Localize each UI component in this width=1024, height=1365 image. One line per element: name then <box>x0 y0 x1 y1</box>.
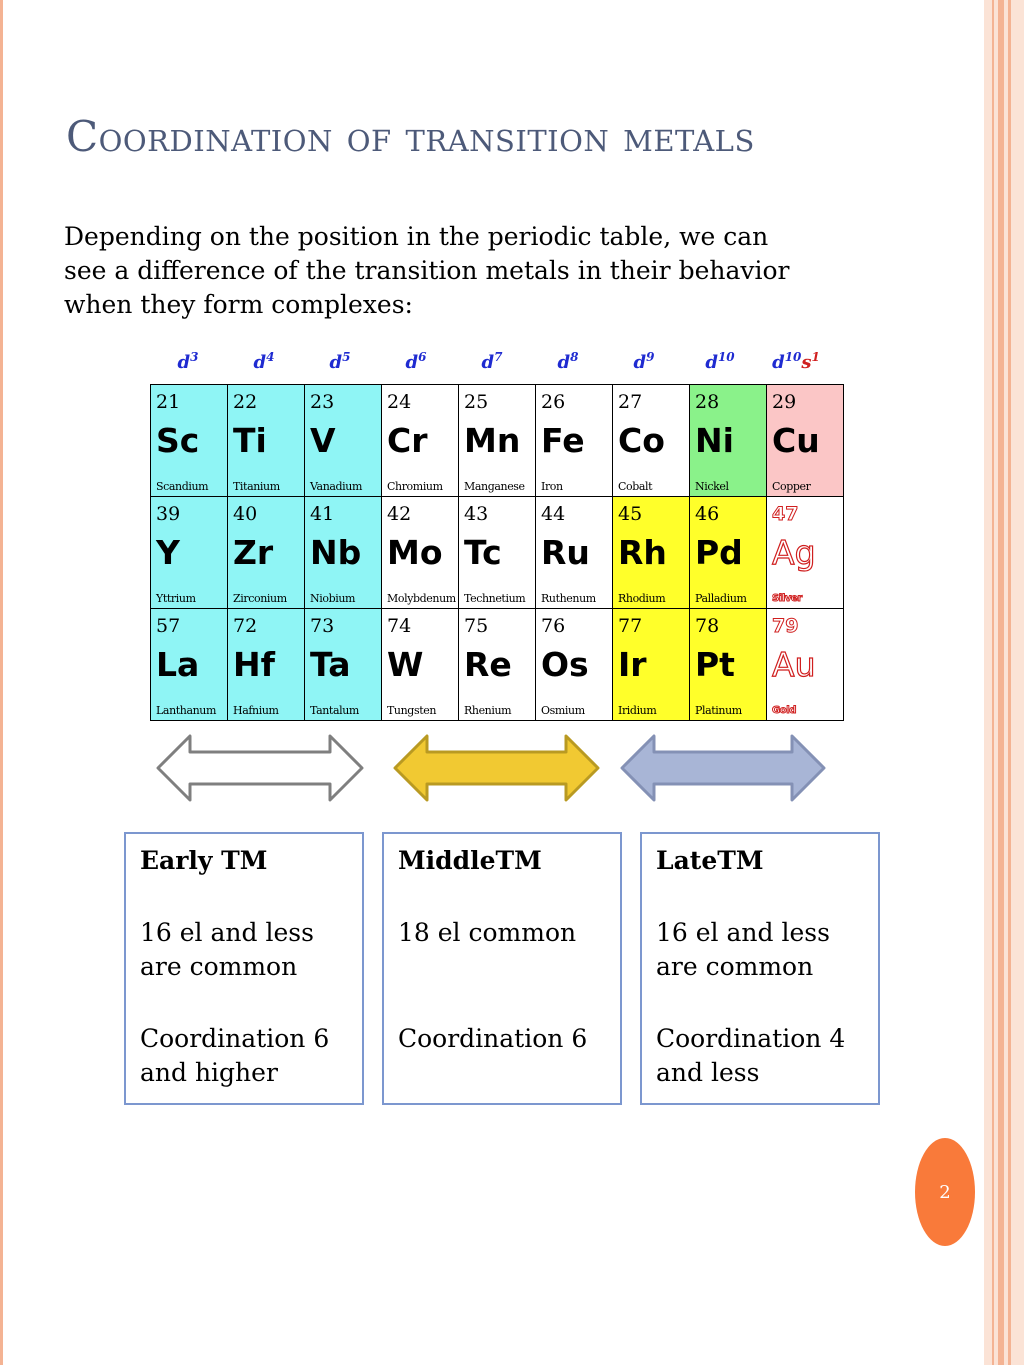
element-name: Palladium <box>695 592 747 605</box>
element-cell <box>151 385 228 497</box>
electron-count-text: 18 el common <box>398 918 577 947</box>
element-symbol: Cu <box>772 421 820 460</box>
element-symbol: Au <box>772 645 816 684</box>
element-name: Chromium <box>387 480 443 493</box>
early-tm-box <box>124 832 364 1105</box>
element-cell <box>536 609 613 721</box>
element-cell <box>382 609 459 721</box>
element-cell <box>459 497 536 609</box>
d-label: $d^5$ <box>329 350 351 373</box>
element-name: Iron <box>541 480 563 493</box>
coordination-text: Coordination 6 <box>398 1024 588 1053</box>
element-symbol: Ir <box>618 645 647 684</box>
electron-count-text: 16 el and less are common <box>656 918 830 981</box>
element-cell <box>690 385 767 497</box>
element-symbol: Rh <box>618 533 667 572</box>
atomic-number: 47 <box>772 503 799 525</box>
element-cell <box>767 385 844 497</box>
element-name: Iridium <box>618 704 657 717</box>
element-symbol: Nb <box>310 533 362 572</box>
atomic-number: 57 <box>156 615 181 637</box>
element-symbol: Cr <box>387 421 428 460</box>
element-symbol: Ag <box>772 533 816 572</box>
element-name: Technetium <box>464 592 526 605</box>
element-cell <box>613 497 690 609</box>
element-name: Ruthenum <box>541 592 596 605</box>
element-name: Silver <box>772 593 802 604</box>
element-symbol: Ni <box>695 421 734 460</box>
element-symbol: Fe <box>541 421 585 460</box>
atomic-number: 73 <box>310 615 335 637</box>
atomic-number: 78 <box>695 615 720 637</box>
intro-line: see a difference of the transition metals in their behavior <box>64 256 790 285</box>
element-cell <box>228 497 305 609</box>
element-cell <box>613 385 690 497</box>
element-symbol: Re <box>464 645 512 684</box>
middle-tm-box <box>382 832 622 1105</box>
middle-arrow-icon <box>395 736 598 800</box>
atomic-number: 29 <box>772 391 797 413</box>
atomic-number: 23 <box>310 391 335 413</box>
element-name: Zirconium <box>233 592 287 605</box>
atomic-number: 22 <box>233 391 258 413</box>
element-name: Titanium <box>233 480 280 493</box>
element-name: Niobium <box>310 592 356 605</box>
element-name: Rhodium <box>618 592 666 605</box>
element-cell <box>305 609 382 721</box>
element-symbol: Pd <box>695 533 743 572</box>
table-row <box>151 497 844 609</box>
page-number-badge: 2 <box>915 1138 975 1246</box>
element-cell <box>228 385 305 497</box>
atomic-number: 75 <box>464 615 489 637</box>
element-symbol: Sc <box>156 421 200 460</box>
box-title: MiddleTM <box>398 846 542 875</box>
element-name: Lanthanum <box>156 704 217 717</box>
slide-right-border <box>984 0 1024 1365</box>
element-cell <box>690 609 767 721</box>
element-name: Vanadium <box>310 480 363 493</box>
element-symbol: Tc <box>464 533 502 572</box>
element-symbol: Mo <box>387 533 443 572</box>
element-name: Rhenium <box>464 704 512 717</box>
electron-count-text: 16 el and less are common <box>140 918 314 981</box>
element-cell <box>382 497 459 609</box>
element-name: Tungsten <box>387 704 437 717</box>
atomic-number: 28 <box>695 391 720 413</box>
element-name: Molybdenum <box>387 592 456 605</box>
element-name: Scandium <box>156 480 209 493</box>
coordination-text: Coordination 6 and higher <box>140 1024 330 1087</box>
atomic-number: 72 <box>233 615 258 637</box>
element-cell <box>767 609 844 721</box>
table-row <box>151 609 844 721</box>
atomic-number: 21 <box>156 391 181 413</box>
atomic-number: 27 <box>618 391 643 413</box>
element-name: Tantalum <box>310 704 359 717</box>
element-symbol: Zr <box>233 533 274 572</box>
element-symbol: La <box>156 645 200 684</box>
element-name: Osmium <box>541 704 585 717</box>
coordination-text: Coordination 4 and less <box>656 1024 846 1087</box>
element-symbol: V <box>310 421 336 460</box>
element-name: Gold <box>772 705 797 716</box>
element-cell <box>382 385 459 497</box>
atomic-number: 26 <box>541 391 566 413</box>
atomic-number: 41 <box>310 503 335 525</box>
element-name: Copper <box>772 480 811 493</box>
d-label: $d^{10}s^1$ <box>772 350 820 373</box>
atomic-number: 39 <box>156 503 181 525</box>
element-cell <box>305 497 382 609</box>
periodic-table-excerpt <box>150 384 844 721</box>
element-name: Cobalt <box>618 480 653 493</box>
atomic-number: 79 <box>772 615 799 637</box>
atomic-number: 74 <box>387 615 412 637</box>
d-label: $d^4$ <box>253 350 275 373</box>
atomic-number: 42 <box>387 503 412 525</box>
d-label: $d^8$ <box>557 350 579 373</box>
atomic-number: 40 <box>233 503 258 525</box>
element-cell <box>536 385 613 497</box>
d-label: $d^6$ <box>405 350 427 373</box>
atomic-number: 25 <box>464 391 489 413</box>
element-symbol: Ta <box>310 645 351 684</box>
element-cell <box>151 609 228 721</box>
element-symbol: Os <box>541 645 589 684</box>
element-symbol: Y <box>156 533 180 572</box>
element-symbol: Co <box>618 421 665 460</box>
table-row <box>151 385 844 497</box>
late-arrow-icon <box>622 736 824 800</box>
d-label: $d^7$ <box>481 350 503 373</box>
element-cell <box>767 497 844 609</box>
slide-title: Coordination of transition metals <box>66 112 755 161</box>
element-symbol: Hf <box>233 645 275 684</box>
box-title: Early TM <box>140 846 268 875</box>
atomic-number: 24 <box>387 391 412 413</box>
element-name: Manganese <box>464 480 525 493</box>
element-cell <box>690 497 767 609</box>
element-cell <box>305 385 382 497</box>
element-name: Hafnium <box>233 704 279 717</box>
early-arrow-icon <box>158 736 362 800</box>
element-symbol: Pt <box>695 645 735 684</box>
slide-left-border <box>0 0 3 1365</box>
atomic-number: 43 <box>464 503 489 525</box>
element-symbol: Ru <box>541 533 590 572</box>
element-cell <box>228 609 305 721</box>
element-name: Nickel <box>695 480 729 493</box>
element-name: Platinum <box>695 704 742 717</box>
element-name: Yttrium <box>156 592 196 605</box>
box-title: LateTM <box>656 846 764 875</box>
element-cell <box>459 609 536 721</box>
late-tm-box <box>640 832 880 1105</box>
d-label: $d^3$ <box>177 350 199 373</box>
element-cell <box>613 609 690 721</box>
element-symbol: W <box>387 645 424 684</box>
atomic-number: 46 <box>695 503 720 525</box>
d-electron-labels <box>150 350 830 384</box>
d-label: $d^9$ <box>633 350 655 373</box>
intro-paragraph <box>64 220 884 322</box>
element-cell <box>536 497 613 609</box>
intro-line: when they form complexes: <box>64 290 413 319</box>
element-symbol: Ti <box>233 421 267 460</box>
group-arrows <box>150 732 840 804</box>
atomic-number: 77 <box>618 615 643 637</box>
atomic-number: 76 <box>541 615 566 637</box>
element-cell <box>459 385 536 497</box>
element-symbol: Mn <box>464 421 521 460</box>
element-cell <box>151 497 228 609</box>
d-label: $d^{10}$ <box>705 350 735 373</box>
intro-line: Depending on the position in the periodic table, we can <box>64 222 769 251</box>
atomic-number: 45 <box>618 503 643 525</box>
atomic-number: 44 <box>541 503 566 525</box>
